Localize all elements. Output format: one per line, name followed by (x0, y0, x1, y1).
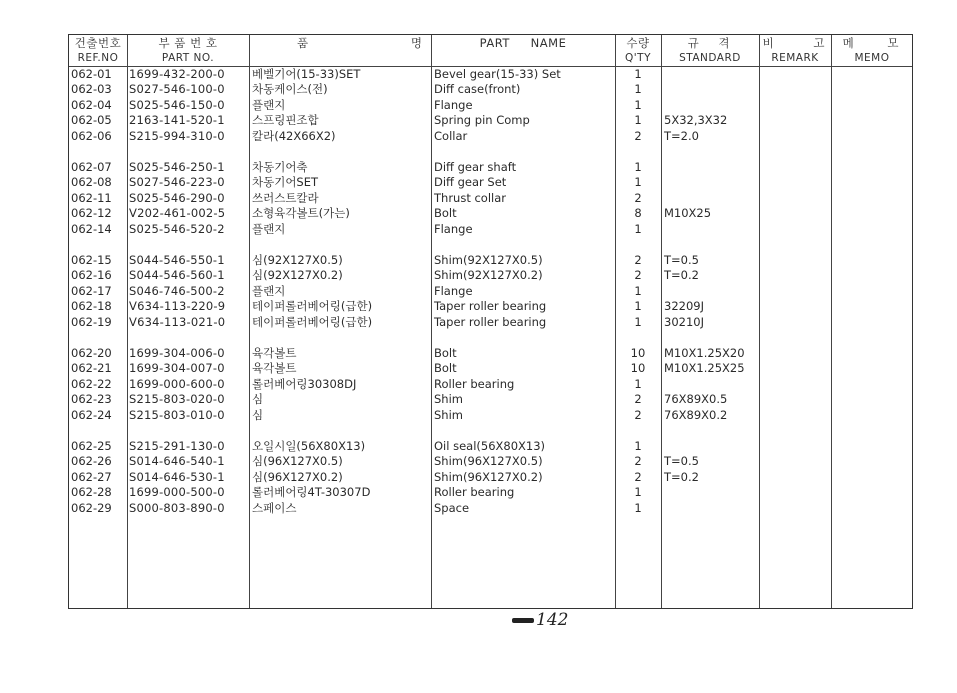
name-kor-cell: 육각볼트 (252, 346, 297, 360)
qty-cell: 1 (634, 67, 642, 81)
table-row (69, 346, 912, 361)
qty-cell: 2 (634, 253, 642, 267)
ref-cell: 062-26 (71, 454, 112, 469)
standard-cell: T=0.2 (664, 469, 699, 484)
qty-cell: 1 (634, 82, 642, 97)
name-kor-cell: 롤러베어링30308DJ (252, 376, 357, 391)
table-row (69, 377, 912, 392)
qty-cell: 2 (634, 268, 642, 283)
part-no-cell: S014-646-540-1 (129, 454, 225, 469)
standard-cell: 32209J (664, 299, 704, 314)
ref-cell: 062-19 (71, 314, 112, 329)
part-no-cell: S215-803-020-0 (129, 392, 225, 407)
part-no-cell: S000-803-890-0 (129, 500, 225, 515)
qty-cell: 2 (634, 190, 642, 205)
header-std-kor: 규 격 (687, 36, 733, 50)
name-eng-cell: Roller bearing (434, 376, 515, 391)
ref-cell: 062-11 (71, 190, 112, 205)
part-no-cell: S215-994-310-0 (129, 128, 225, 143)
part-no-cell: S027-546-223-0 (129, 175, 225, 190)
ref-cell: 062-18 (71, 299, 112, 314)
qty-cell: 1 (634, 299, 642, 314)
part-no-cell: S215-803-010-0 (129, 407, 225, 422)
name-kor-cell: 스페이스 (252, 500, 297, 515)
table-row (69, 284, 912, 299)
qty-cell: 2 (634, 407, 642, 422)
qty-cell: 10 (630, 346, 646, 360)
name-kor-cell: 육각볼트 (252, 361, 297, 376)
qty-cell: 1 (634, 160, 642, 174)
name-kor-cell: 롤러베어링4T-30307D (252, 485, 371, 500)
name-kor-cell: 테이퍼롤러베어링(급한) (252, 299, 373, 314)
standard-cell: M10X1.25X20 (664, 346, 745, 360)
ref-cell: 062-04 (71, 97, 112, 112)
header-remark-kor: 비 고 (762, 36, 828, 50)
name-kor-cell: 차동기어SET (252, 175, 319, 190)
name-kor-cell: 플랜지 (252, 97, 286, 112)
name-eng-cell: Spring pin Comp (434, 113, 530, 128)
name-eng-cell: Space (434, 500, 470, 515)
ref-cell: 062-12 (71, 206, 112, 221)
header-ref-eng: REF.NO (77, 52, 119, 64)
qty-cell: 1 (634, 175, 642, 190)
part-no-cell: 1699-000-600-0 (129, 376, 225, 391)
ref-cell: 062-25 (71, 439, 112, 453)
qty-cell: 1 (634, 97, 642, 112)
qty-cell: 10 (630, 361, 646, 376)
part-no-cell: V634-113-220-9 (129, 299, 226, 314)
qty-cell: 2 (634, 392, 642, 407)
table-row (69, 501, 912, 516)
ref-cell: 062-22 (71, 376, 112, 391)
name-kor-cell: 플랜지 (252, 221, 286, 236)
page-number (512, 610, 568, 630)
table-row (69, 439, 912, 454)
part-no-cell: S025-546-150-0 (129, 97, 225, 112)
name-eng-cell: Diff gear Set (434, 175, 507, 190)
table-row (69, 206, 912, 221)
table-row (69, 408, 912, 423)
header-qty-eng: Q'TY (625, 52, 651, 64)
table-row (69, 361, 912, 376)
part-no-cell: S025-546-290-0 (129, 190, 225, 205)
name-eng-cell: Thrust collar (434, 190, 507, 205)
header-ref-kor: 건출번호 (74, 36, 122, 50)
name-eng-cell: Taper roller bearing (434, 299, 547, 314)
qty-cell: 1 (634, 113, 642, 128)
table-row (69, 470, 912, 485)
header-name-eng (431, 36, 615, 51)
table-row (69, 268, 912, 283)
table-row (69, 129, 912, 144)
name-kor-cell: 심(92X127X0.5) (252, 253, 343, 267)
header-part-kor: 부 품 번 호 (158, 36, 218, 50)
header-qty (615, 36, 661, 66)
ref-cell: 062-03 (71, 82, 112, 97)
standard-cell: T=0.5 (664, 253, 699, 267)
qty-cell: 1 (634, 221, 642, 236)
name-eng-cell: Shim (434, 392, 463, 407)
name-eng-cell: Bolt (434, 206, 457, 221)
qty-cell: 1 (634, 283, 642, 298)
name-eng-cell: Shim (434, 407, 463, 422)
name-kor-cell: 베벨기어(15-33)SET (252, 67, 361, 81)
name-kor-cell: 심 (252, 407, 264, 422)
ref-cell: 062-20 (71, 346, 112, 360)
header-memo-eng: MEMO (854, 52, 890, 64)
table-row (69, 67, 912, 82)
part-no-cell: S044-546-560-1 (129, 268, 225, 283)
part-no-cell: V202-461-002-5 (129, 206, 226, 221)
standard-cell: T=0.5 (664, 454, 699, 469)
header-name-kor-right: 명 (410, 36, 423, 50)
ref-cell: 062-23 (71, 392, 112, 407)
ref-cell: 062-15 (71, 253, 112, 267)
name-eng-cell: Roller bearing (434, 485, 515, 500)
standard-cell: 5X32,3X32 (664, 113, 728, 128)
ref-cell: 062-01 (71, 67, 112, 81)
name-eng-cell: Shim(92X127X0.2) (434, 268, 543, 283)
qty-cell: 1 (634, 439, 642, 453)
parts-table (68, 34, 913, 609)
part-no-cell: S046-746-500-2 (129, 283, 225, 298)
name-eng-cell: Bolt (434, 346, 457, 360)
header-qty-kor: 수량 (626, 36, 650, 50)
header-standard (661, 36, 759, 66)
ref-cell: 062-06 (71, 128, 112, 143)
qty-cell: 1 (634, 314, 642, 329)
name-kor-cell: 쓰러스트칼라 (252, 190, 319, 205)
table-row (69, 454, 912, 469)
name-kor-cell: 심(92X127X0.2) (252, 268, 343, 283)
table-row (69, 222, 912, 237)
name-eng-cell: Collar (434, 128, 468, 143)
table-row (69, 175, 912, 190)
ref-cell: 062-17 (71, 283, 112, 298)
ref-cell: 062-28 (71, 485, 112, 500)
table-row (69, 315, 912, 330)
ref-cell: 062-21 (71, 361, 112, 376)
ref-cell: 062-07 (71, 160, 112, 174)
standard-cell: M10X25 (664, 206, 712, 221)
qty-cell: 2 (634, 469, 642, 484)
part-no-cell: 2163-141-520-1 (129, 113, 225, 128)
name-eng-cell: Flange (434, 221, 473, 236)
standard-cell: 30210J (664, 314, 704, 329)
header-memo-kor: 메 모 (842, 36, 902, 50)
name-kor-cell: 심(96X127X0.5) (252, 454, 343, 469)
name-eng-cell: Shim(92X127X0.5) (434, 253, 543, 267)
standard-cell: 76X89X0.5 (664, 392, 728, 407)
name-eng-cell: Shim(96X127X0.2) (434, 469, 543, 484)
header-ref (69, 36, 127, 66)
ref-cell: 062-16 (71, 268, 112, 283)
part-no-cell: S025-546-250-1 (129, 160, 225, 174)
header-remark-eng: REMARK (771, 52, 819, 64)
name-kor-cell: 테이퍼롤러베어링(급한) (252, 314, 373, 329)
table-row (69, 113, 912, 128)
name-kor-cell: 차동케이스(전) (252, 82, 328, 97)
table-row (69, 191, 912, 206)
table-row (69, 392, 912, 407)
header-memo (831, 36, 913, 66)
name-eng-cell: Flange (434, 283, 473, 298)
qty-cell: 2 (634, 128, 642, 143)
name-kor-cell: 심(96X127X0.2) (252, 469, 343, 484)
part-no-cell: S014-646-530-1 (129, 469, 225, 484)
ref-cell: 062-24 (71, 407, 112, 422)
part-no-cell: 1699-000-500-0 (129, 485, 225, 500)
name-eng-cell: Taper roller bearing (434, 314, 547, 329)
qty-cell: 1 (634, 500, 642, 515)
part-no-cell: S025-546-520-2 (129, 221, 225, 236)
qty-cell: 1 (634, 485, 642, 500)
header-remark (759, 36, 831, 66)
name-kor-cell: 심 (252, 392, 264, 407)
header-name-kor (249, 36, 431, 51)
qty-cell: 1 (634, 376, 642, 391)
name-eng-cell: Bolt (434, 361, 457, 376)
ref-cell: 062-27 (71, 469, 112, 484)
part-no-cell: 1699-432-200-0 (129, 67, 225, 81)
page-number-text: 142 (536, 610, 569, 630)
page-mark (512, 618, 534, 623)
name-eng-cell: Oil seal(56X80X13) (434, 439, 546, 453)
name-eng-cell: Flange (434, 97, 473, 112)
name-eng-cell: Bevel gear(15-33) Set (434, 67, 561, 81)
table-row (69, 299, 912, 314)
qty-cell: 2 (634, 454, 642, 469)
name-kor-cell: 칼라(42X66X2) (252, 128, 336, 143)
name-kor-cell: 오일시일(56X80X13) (252, 439, 366, 453)
part-no-cell: V634-113-021-0 (129, 314, 226, 329)
table-row (69, 82, 912, 97)
ref-cell: 062-29 (71, 500, 112, 515)
part-no-cell: S215-291-130-0 (129, 439, 225, 453)
table-row (69, 253, 912, 268)
standard-cell: T=2.0 (664, 128, 699, 143)
name-kor-cell: 소형육각볼트(가는) (252, 206, 350, 221)
standard-cell: 76X89X0.2 (664, 407, 728, 422)
header-part-no (127, 36, 249, 66)
name-kor-cell: 스프링핀조합 (252, 113, 319, 128)
header-part-eng: PART NO. (161, 52, 215, 64)
ref-cell: 062-14 (71, 221, 112, 236)
header-name-kor-left: 품 (297, 36, 309, 50)
part-no-cell: S044-546-550-1 (129, 253, 225, 267)
header-std-eng: STANDARD (679, 52, 741, 64)
table-row (69, 485, 912, 500)
part-no-cell: 1699-304-006-0 (129, 346, 225, 360)
ref-cell: 062-08 (71, 175, 112, 190)
name-kor-cell: 플랜지 (252, 283, 286, 298)
part-no-cell: 1699-304-007-0 (129, 361, 225, 376)
name-eng-cell: Diff case(front) (434, 82, 521, 97)
standard-cell: M10X1.25X25 (664, 361, 745, 376)
name-eng-cell: Shim(96X127X0.5) (434, 454, 543, 469)
name-kor-cell: 차동기어축 (252, 160, 308, 174)
standard-cell: T=0.2 (664, 268, 699, 283)
part-no-cell: S027-546-100-0 (129, 82, 225, 97)
table-row (69, 160, 912, 175)
qty-cell: 8 (634, 206, 642, 221)
name-eng-cell: Diff gear shaft (434, 160, 517, 174)
header-name-eng-label: PART NAME (479, 36, 567, 50)
ref-cell: 062-05 (71, 113, 112, 128)
table-row (69, 98, 912, 113)
